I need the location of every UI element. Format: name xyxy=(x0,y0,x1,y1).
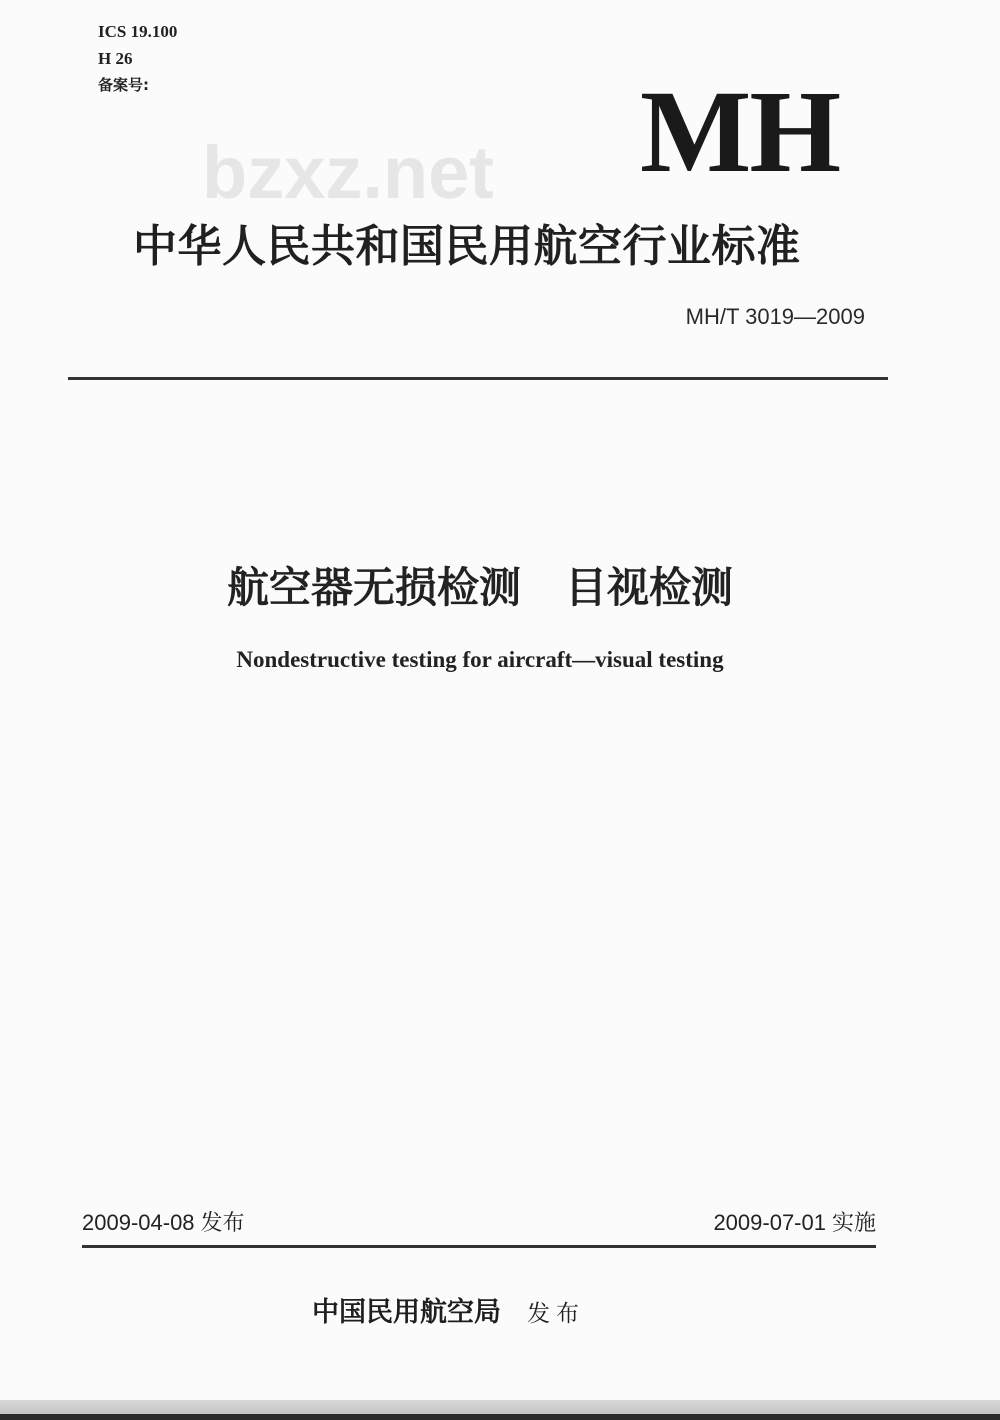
document-title-sub: 目视检测 xyxy=(565,563,734,612)
ics-code: ICS 19.100 xyxy=(98,22,178,41)
document-title-cn xyxy=(0,560,960,616)
standard-logo: MH xyxy=(640,66,840,197)
document-title-main: 航空器无损检测 xyxy=(226,563,521,612)
issuer-action: 发布 xyxy=(527,1301,585,1327)
record-number-label: 备案号: xyxy=(98,76,149,94)
implement-label: 实施 xyxy=(831,1211,876,1236)
document-title-en: Nondestructive testing for aircraft—visual testing xyxy=(236,647,724,672)
issue-date-block xyxy=(82,1208,245,1239)
implement-date: 2009-07-01 xyxy=(713,1210,826,1235)
category-code: H 26 xyxy=(98,49,133,68)
implement-date-block xyxy=(713,1208,876,1239)
classification-block xyxy=(98,18,177,99)
issuer-name: 中国民用航空局 xyxy=(312,1297,501,1328)
issue-date: 2009-04-08 xyxy=(82,1210,195,1235)
scan-bottom-border xyxy=(0,1414,1000,1420)
issuer-block xyxy=(312,1293,585,1334)
issue-label: 发布 xyxy=(200,1211,245,1236)
industry-standard-title: 中华人民共和国民用航空行业标准 xyxy=(133,221,801,272)
footer-divider xyxy=(82,1245,876,1248)
watermark: bzxz.net xyxy=(202,131,494,214)
header-divider xyxy=(68,377,888,380)
standard-number: MH/T 3019—2009 xyxy=(685,304,865,329)
